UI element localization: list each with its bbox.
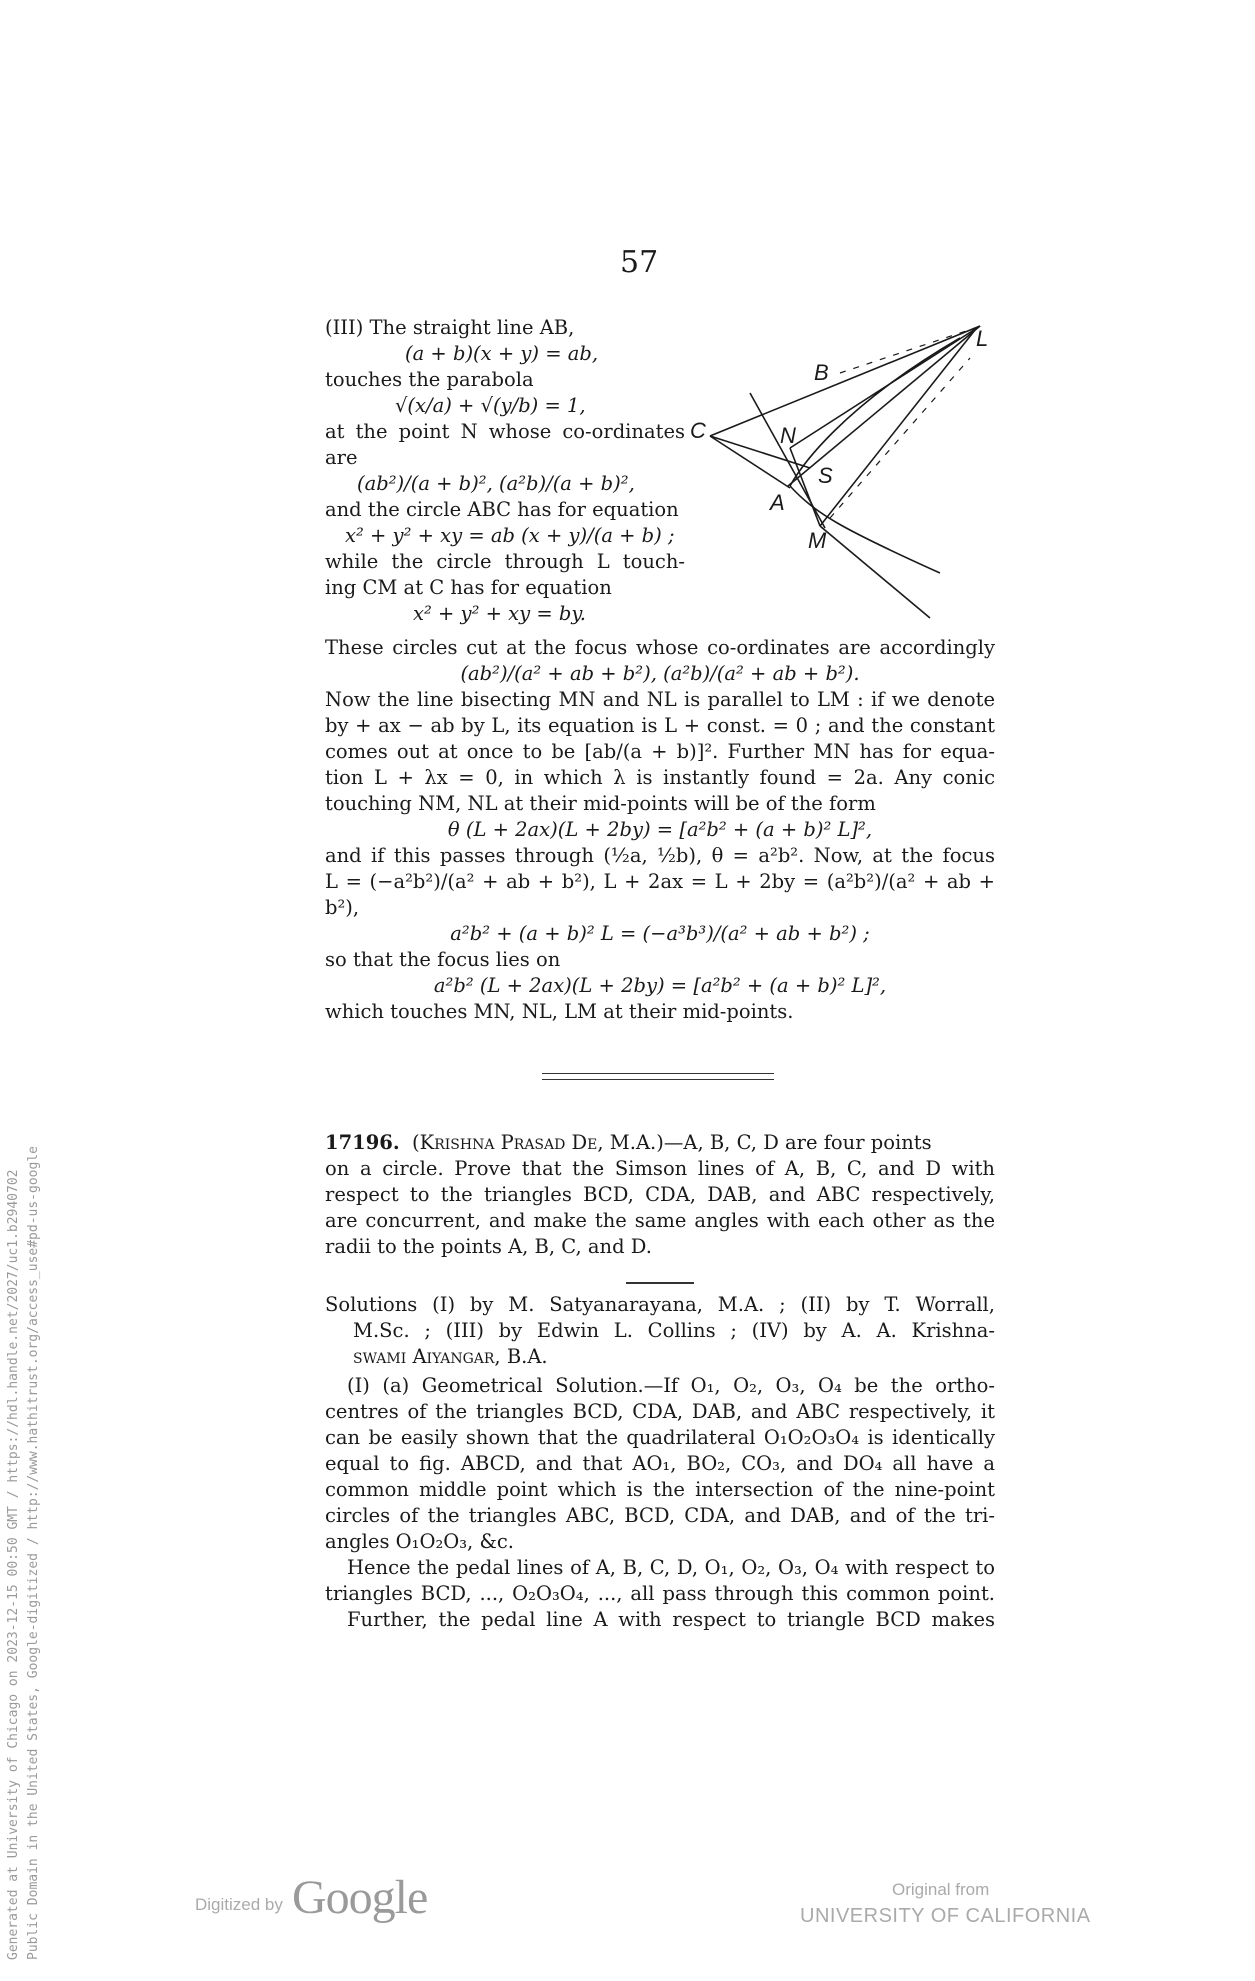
text-line: swami Aiyangar, B.A. [353,1345,548,1368]
problem-heading-line [325,1130,995,1156]
equation-line: a²b² (L + 2ax)(L + 2by) = [a²b² + (a + b)² L]², [433,974,887,997]
text-line: so that the focus lies on [325,948,561,971]
text-line: by + ax − ab by L, its equation is L + const. = 0 ; and the constant [325,714,995,737]
text-line: centres of the triangles BCD, CDA, DAB, and ABC respectively, it [325,1400,995,1423]
text-line: tion L + λx = 0, in which λ is instantly found = 2a. Any conic [325,766,995,789]
problem-author: (Krishna Prasad De, M.A.) [412,1131,664,1154]
label-l: L [976,326,989,351]
text-line: Further, the pedal line A with respect to triangle BCD makes [347,1608,995,1631]
text-line: radii to the points A, B, C, and D. [325,1235,652,1258]
part3-continuation [325,635,995,1025]
original-from-label: Original from [892,1880,990,1899]
text-line: respect to the triangles BCD, CDA, DAB, and ABC respectively, [325,1183,995,1206]
line-al [788,326,980,486]
text-line: equal to fig. ABCD, and that AO₁, BO₂, CO₃, and DO₄ all have a [325,1452,995,1475]
problem-number: 17196. [325,1131,400,1154]
text-line: and the circle ABC has for equation [325,498,679,521]
text-line: triangles BCD, ..., O₂O₃O₄, ..., all pass through this common point. [325,1582,995,1605]
dashed-line-ml [830,358,970,518]
equation-line: x² + y² + xy = by. [413,602,586,625]
line-nm [790,448,820,526]
text-line: ing CM at C has for equation [325,576,612,599]
equation-line: √(x/a) + √(y/b) = 1, [395,394,586,417]
text-line: circles of the triangles ABC, BCD, CDA, and DAB, and of the tri- [325,1504,995,1527]
text-line: which touches MN, NL, LM at their mid-points. [325,1000,794,1023]
label-m: M [808,528,827,553]
text-line: on a circle. Prove that the Simson lines of A, B, C, and D with [325,1157,995,1180]
text-line: are concurrent, and make the same angles with each other as the [325,1209,995,1232]
text-line: —A, B, C, D are four points [663,1131,932,1154]
equation-line: θ (L + 2ax)(L + 2by) = [a²b² + (a + b)² L]², [447,818,873,841]
text-line: at the point N whose co-ordinates [325,420,685,443]
equation-line: (ab²)/(a + b)², (a²b)/(a + b)², [357,472,635,495]
label-b: B [814,360,829,385]
equation-line: (a + b)(x + y) = ab, [405,342,599,365]
section-divider [542,1073,774,1074]
text-line: can be easily shown that the quadrilateral O₁O₂O₃O₄ is identically [325,1426,995,1449]
page-number: 57 [620,245,659,280]
dashed-line-bl [840,328,975,373]
text-line: comes out at once to be [ab/(a + b)]². Further MN has for equa- [325,740,995,763]
solutions-credits [325,1292,995,1370]
text-line: angles O₁O₂O₃, &c. [325,1530,514,1553]
geometry-figure [690,318,990,638]
line-m-tail [820,526,930,618]
text-line: These circles cut at the focus whose co-ordinates are accordingly [325,636,995,659]
text-line: (III) The straight line AB, [325,316,575,339]
line-cl [710,326,980,436]
text-line: are [325,446,358,469]
label-a: A [770,490,785,515]
text-line: touching NM, NL at their mid-points will be of the form [325,792,876,815]
university-label: UNIVERSITY OF CALIFORNIA [800,1905,1091,1927]
text-line: while the circle through L touch- [325,550,685,573]
label-s: S [818,463,833,488]
section-divider [542,1079,774,1080]
text-line: Now the line bisecting MN and NL is parallel to LM : if we denote [325,688,995,711]
problem-17196 [325,1130,995,1260]
text-line: Hence the pedal lines of A, B, C, D, O₁, O₂, O₃, O₄ with respect to [347,1556,995,1579]
solution-paragraph-1 [325,1373,995,1633]
text-line: M.Sc. ; (III) by Edwin L. Collins ; (IV) by A. A. Krishna- [353,1319,995,1342]
google-logo: Google [292,1871,428,1924]
text-line: Solutions (I) by M. Satyanarayana, M.A. ; (II) by T. Worrall, [325,1293,995,1316]
equation-line: (ab²)/(a² + ab + b²), (a²b)/(a² + ab + b²). [460,662,860,685]
part3-column [325,315,685,627]
side-note-line: Generated at University of Chicago on 2023-12-15 00:50 GMT / https://hdl.handle.net/2027/uc1.b2940702 [6,1169,21,1960]
digitized-by-label: Digitized by [195,1895,283,1914]
label-c: C [690,418,706,443]
label-n: N [780,423,796,448]
equation-line: a²b² + (a + b)² L = (−a³b³)/(a² + ab + b²) ; [450,922,870,945]
equation-line: x² + y² + xy = ab (x + y)/(a + b) ; [345,524,675,547]
solutions-divider [626,1282,694,1284]
side-note-line: Public Domain in the United States, Google-digitized / http://www.hathitrust.org/access_use#pd-us-google [26,1146,41,1960]
text-line: and if this passes through (½a, ½b), θ = a²b². Now, at the focus [325,844,995,867]
text-line: common middle point which is the intersection of the nine-point [325,1478,995,1501]
equation-line: L = (−a²b²)/(a² + ab + b²), L + 2ax = L + 2by = (a²b²)/(a² + ab + b²), [325,870,995,919]
hathitrust-side-note [4,1146,44,1960]
text-line: touches the parabola [325,368,534,391]
text-line: (I) (a) Geometrical Solution.—If O₁, O₂, O₃, O₄ be the ortho- [347,1374,995,1397]
